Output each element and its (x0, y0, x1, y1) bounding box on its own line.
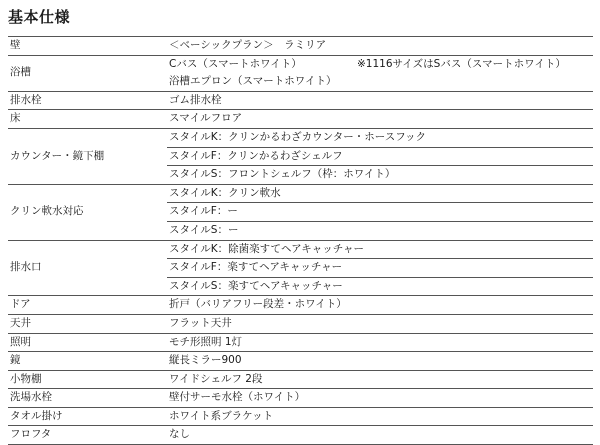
table-row (8, 314, 593, 333)
spec-table (8, 36, 593, 445)
value-line: モチ形照明 1灯 (169, 335, 243, 348)
row-value (167, 352, 593, 371)
row-value (167, 240, 593, 259)
row-value (167, 314, 593, 333)
row-label: 排水口 (8, 240, 167, 296)
row-value (167, 91, 593, 110)
row-value (167, 389, 593, 408)
row-label: カウンター・鏡下棚 (8, 128, 167, 184)
value-line: スタイルS：楽すてヘアキャッチャー (169, 279, 343, 292)
table-row (8, 55, 593, 91)
row-label: ドア (8, 296, 167, 315)
table-row (8, 333, 593, 352)
row-value (167, 110, 593, 129)
value-line: 浴槽エプロン（スマートホワイト） (169, 75, 337, 88)
value-line: スタイルK：クリン軟水 (169, 186, 281, 199)
value-line: ＜ベーシックプラン＞ ラミリア (169, 39, 327, 51)
section-title: 基本仕様 (8, 8, 71, 26)
value-line: ゴム排水栓 (169, 93, 222, 106)
value-line: Cバス（スマートホワイト） (169, 57, 302, 70)
value-line: ホワイト系ブラケット (169, 409, 274, 422)
table-row (8, 370, 593, 389)
row-label: 洗場水栓 (8, 389, 167, 408)
row-label: 壁 (8, 37, 167, 56)
row-label: 天井 (8, 314, 167, 333)
row-value (167, 370, 593, 389)
value-line: フラット天井 (169, 316, 232, 329)
row-value (167, 426, 593, 445)
value-line: スタイルS：ー (169, 223, 239, 236)
value-line: 折戸（バリアフリー段差・ホワイト） (169, 298, 347, 311)
row-value (167, 166, 593, 185)
table-row (8, 91, 593, 110)
table-row (8, 407, 593, 426)
bathtub-value-group (169, 56, 593, 91)
row-value (167, 277, 593, 296)
table-row (8, 296, 593, 315)
value-line: 縦長ミラー900 (169, 354, 242, 367)
table-row (8, 389, 593, 408)
value-line: スタイルK：除菌楽すてヘアキャッチャー (169, 242, 364, 255)
table-row (8, 110, 593, 129)
row-value (167, 407, 593, 426)
table-row (8, 426, 593, 445)
row-label: フロフタ (8, 426, 167, 445)
row-label: 鏡 (8, 352, 167, 371)
value-line: スタイルS：フロントシェルフ（枠：ホワイト） (169, 168, 396, 181)
value-line: 壁付サーモ水栓（ホワイト） (169, 391, 306, 404)
size-note: ※1116サイズはSバス（スマートホワイト） (357, 57, 566, 70)
row-value (167, 184, 593, 203)
table-row (8, 184, 593, 203)
row-label: 排水栓 (8, 91, 167, 110)
table-row (8, 240, 593, 259)
value-line: なし (169, 428, 190, 441)
value-line: ワイドシェルフ 2段 (169, 372, 263, 385)
row-value (167, 37, 593, 56)
table-row (8, 128, 593, 147)
row-label: タオル掛け (8, 407, 167, 426)
value-line: スタイルF：クリンかるわざシェルフ (169, 149, 343, 162)
row-label: 照明 (8, 333, 167, 352)
table-row (8, 37, 593, 56)
row-value (167, 55, 593, 91)
row-value (167, 221, 593, 240)
row-value (167, 147, 593, 166)
value-line: スマイルフロア (169, 112, 243, 125)
row-value (167, 296, 593, 315)
row-label: 小物棚 (8, 370, 167, 389)
value-line: スタイルF：ー (169, 205, 238, 218)
row-value (167, 203, 593, 222)
row-label: クリン軟水対応 (8, 184, 167, 240)
value-line: スタイルF：楽すてヘアキャッチャー (169, 261, 343, 274)
value-line: スタイルK：クリンかるわざカウンター・ホースフック (169, 130, 426, 143)
row-value (167, 259, 593, 278)
row-label: 床 (8, 110, 167, 129)
row-value (167, 128, 593, 147)
row-value (167, 333, 593, 352)
table-row (8, 352, 593, 371)
row-label: 浴槽 (8, 55, 167, 91)
